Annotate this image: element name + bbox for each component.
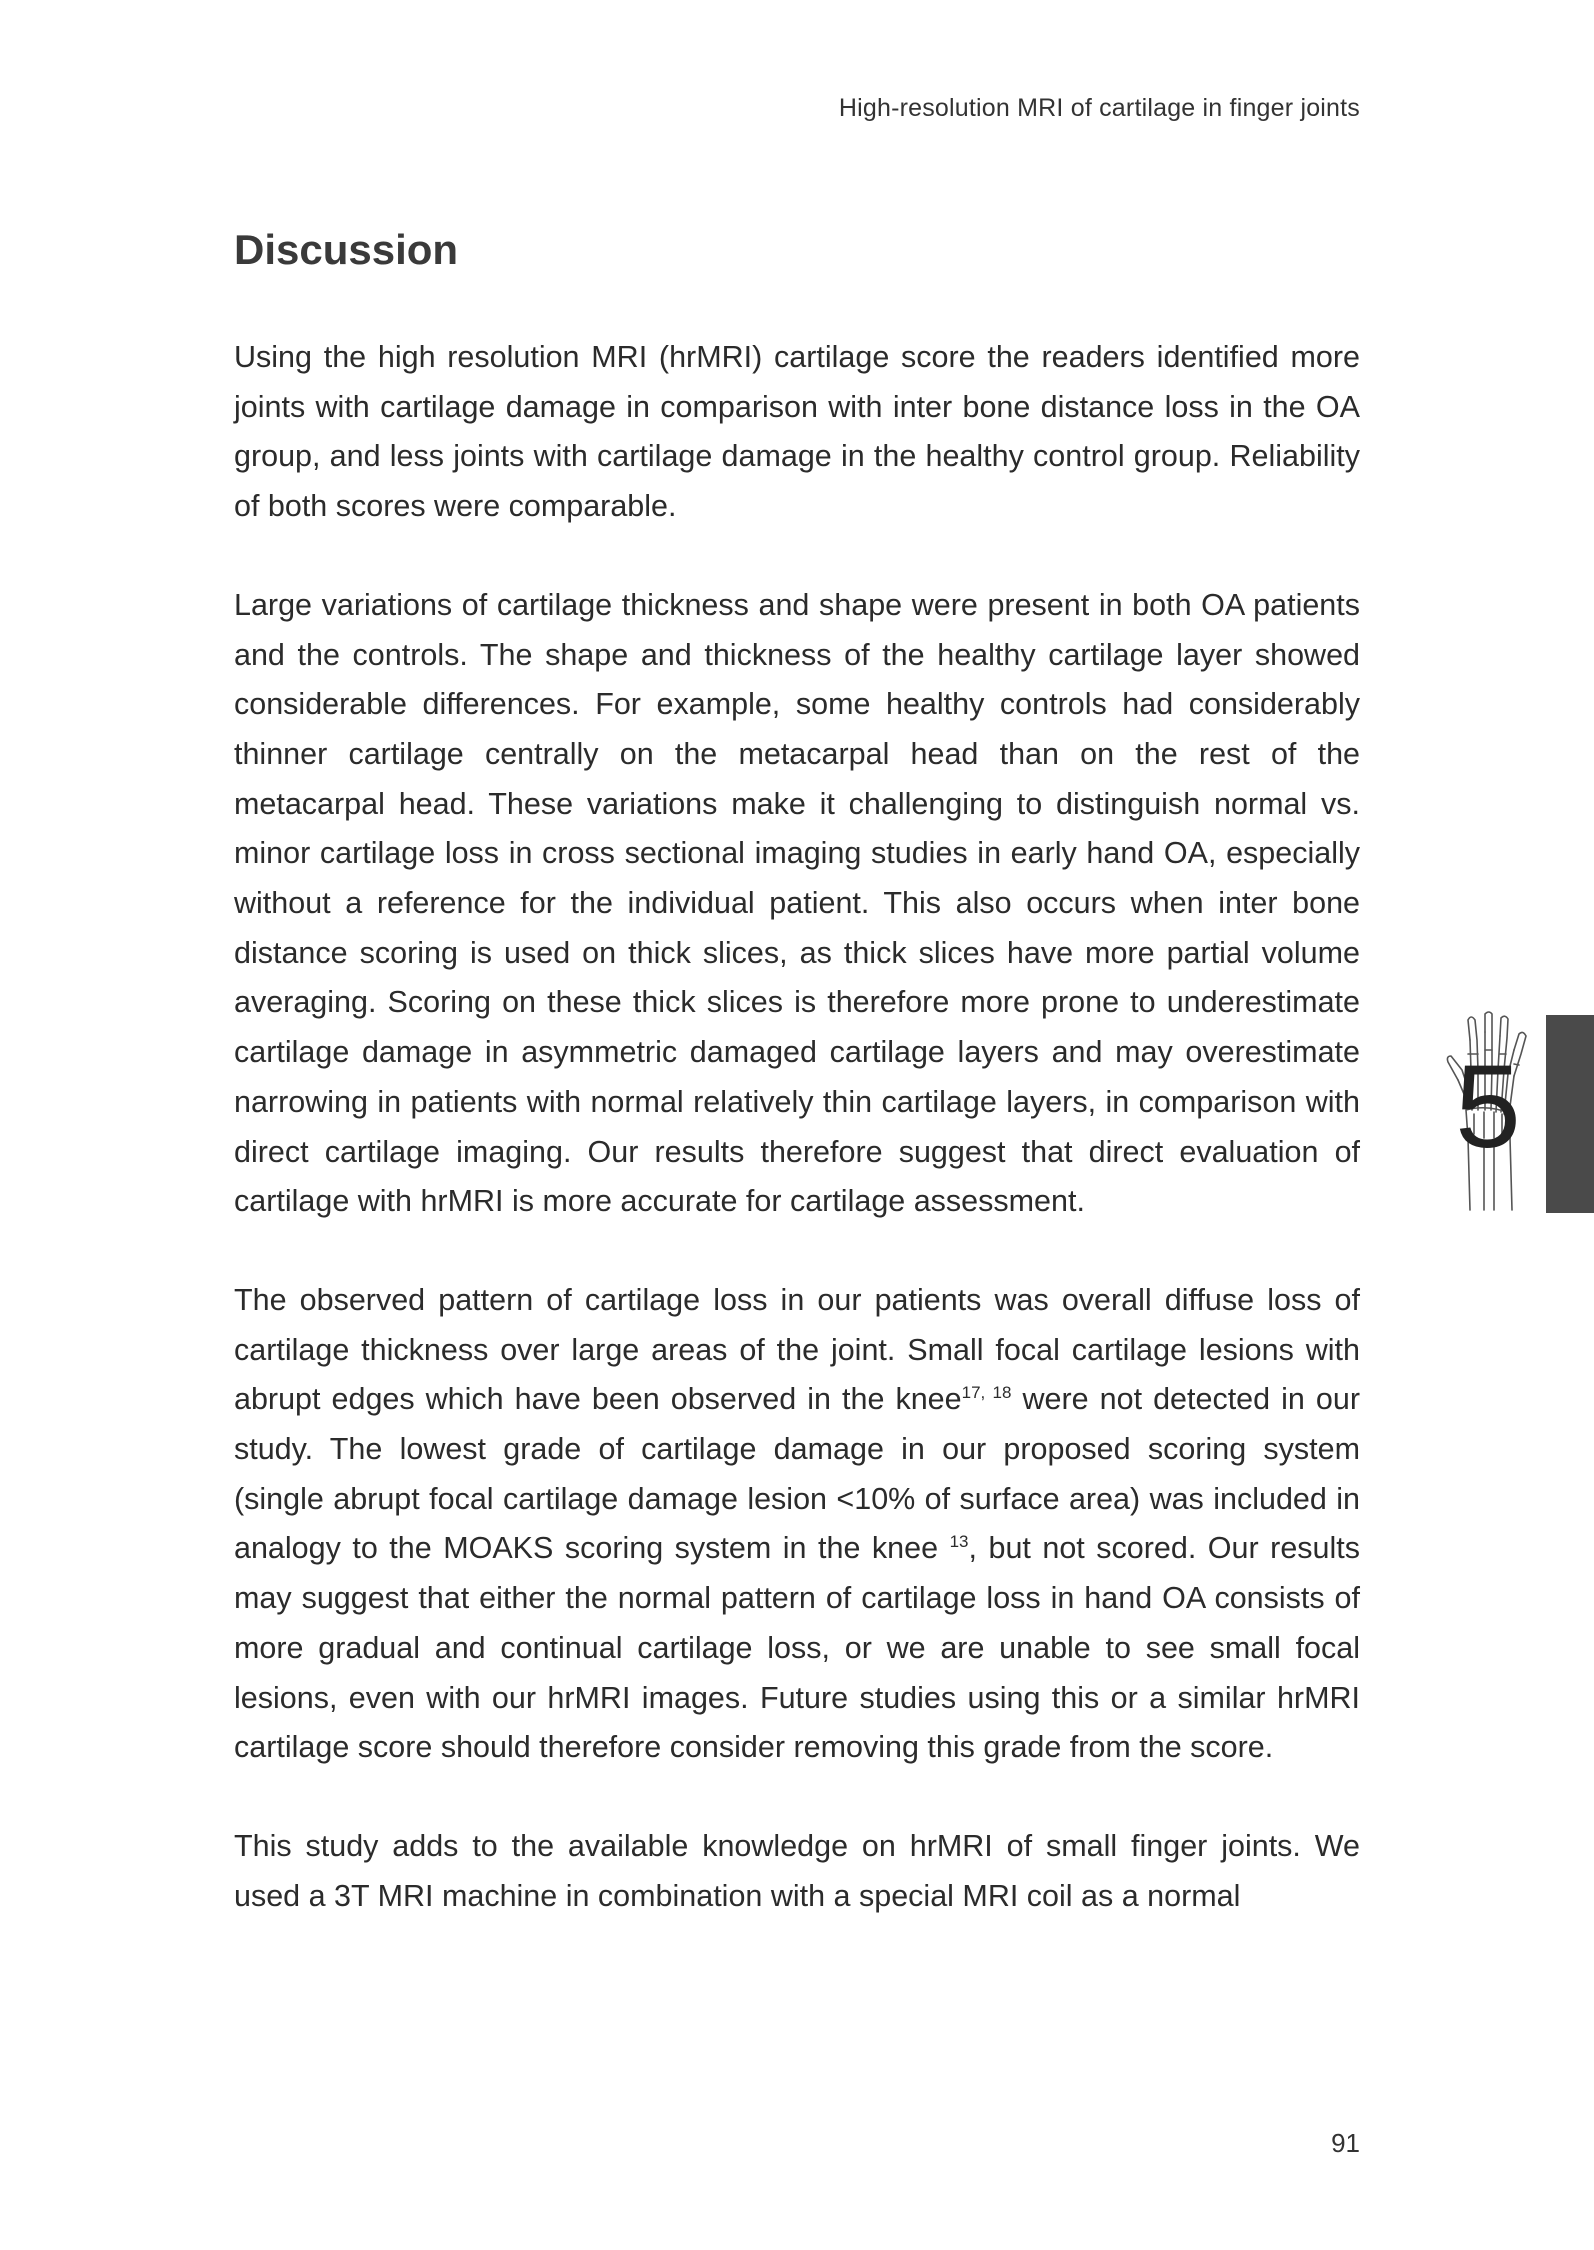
body-text [234, 333, 1360, 1970]
citation-17-18: 17, 18 [961, 1383, 1012, 1403]
paragraph-3 [234, 1276, 1360, 1773]
paragraph-2: Large variations of cartilage thickness and shape were present in both OA patients and the controls. The shape and thickness of the healthy cartilage layer showed considerable differences. For example, some healthy controls had considerably thinner cartilage centrally on the metacarpal head than on the rest of the metacarpal head. These variations make it challenging to distinguish normal vs. minor cartilage loss in cross sectional imaging studies in early hand OA, especially without a reference for the individual patient. This also occurs when inter bone distance scoring is used on thick slices, as thick slices have more partial volume averaging. Scoring on these thick slices is therefore more prone to underestimate cartilage damage in asymmetric damaged cartilage layers and may overestimate narrowing in patients with normal relatively thin cartilage layers, in comparison with direct cartilage imaging. Our results therefore suggest that direct evaluation of cartilage with hrMRI is more accurate for cartilage assessment. [234, 587, 1360, 1219]
paragraph-3-part-c: , but not scored. Our results may suggest that either the normal pattern of cartilage loss in hand OA consists of more gradual and continual cartilage loss, or we are unable to see small focal lesions, even with our hrMRI images. Future studies using this or a similar hrMRI cartilage score should therefore consider removing this grade from the score. [234, 1531, 1360, 1765]
page-number: 91 [1331, 2128, 1360, 2158]
paragraph-3-part-b: were not detected in our study. The lowest grade of cartilage damage in our proposed scoring system (single abrupt focal cartilage damage lesion <10% of surface area) was included in analogy to the MOAKS scoring system in the knee [234, 1382, 1361, 1566]
paragraph-3-part-a: The observed pattern of cartilage loss in our patients was overall diffuse loss of cartilage thickness over large areas of the joint. Small focal cartilage lesions with abrupt edges which have been observed in the knee [234, 1282, 1360, 1417]
citation-13: 13 [949, 1532, 969, 1552]
paragraph-1: Using the high resolution MRI (hrMRI) cartilage score the readers identified more joints with cartilage damage in comparison with inter bone distance loss in the OA group, and less joints with cartilage damage in the healthy control group. Reliability of both scores were comparable. [234, 340, 1360, 524]
chapter-number: 5 [1455, 1041, 1521, 1173]
running-header: High-resolution MRI of cartilage in finger joints [838, 94, 1360, 122]
paragraph-4: This study adds to the available knowledge on hrMRI of small finger joints. We used a 3T MRI machine in combination with a special MRI coil as a normal [234, 1828, 1360, 1913]
chapter-tab [1546, 1015, 1594, 1213]
section-title: Discussion [234, 226, 459, 273]
